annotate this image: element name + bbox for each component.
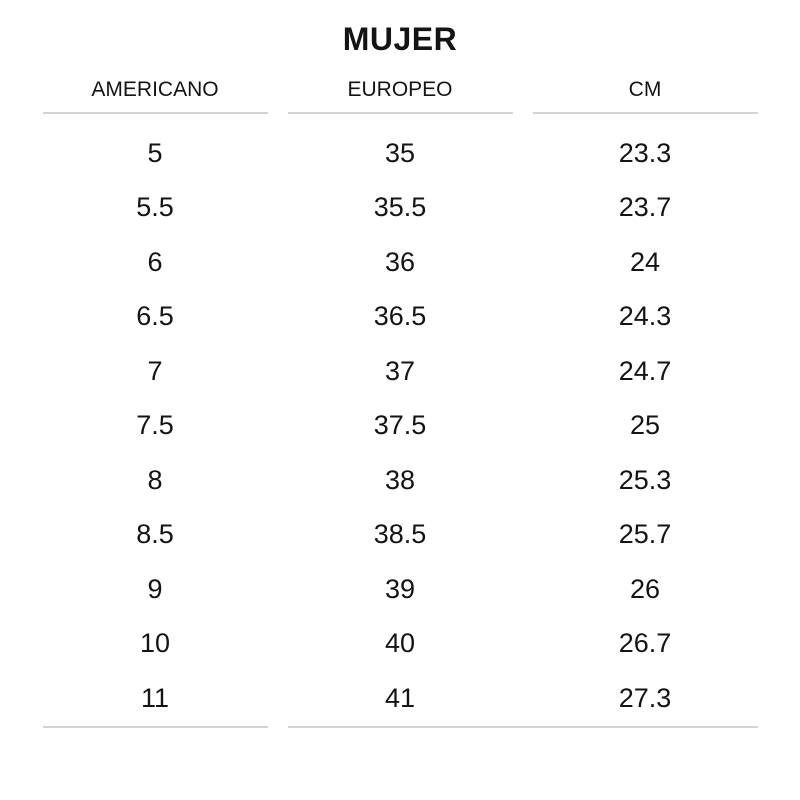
- table-cell: 38.5: [373, 519, 427, 550]
- table-cell: 37: [384, 355, 416, 386]
- size-chart: [43, 0, 758, 728]
- table-cell: 38: [384, 464, 416, 495]
- table-cell: 23.7: [618, 192, 672, 223]
- table-cell: 26.7: [618, 628, 672, 659]
- table-cell: 6: [147, 246, 163, 277]
- table-cell: 6.5: [136, 301, 174, 332]
- table-cell: 40: [384, 628, 416, 659]
- bottom-rule-col2-col3: [288, 726, 758, 728]
- table-cell: 25.3: [618, 464, 672, 495]
- table-bottom-rules: [43, 726, 758, 728]
- table-cell: 8: [147, 464, 163, 495]
- table-cell: 11: [140, 682, 170, 713]
- table-cell: 41: [384, 682, 416, 713]
- column-header-cm: CM: [533, 78, 758, 114]
- table-cell: 24: [629, 246, 661, 277]
- bottom-rule-col1: [43, 726, 268, 728]
- table-cell: 7: [147, 355, 163, 386]
- table-cell: 37.5: [373, 410, 427, 441]
- table-cell: 26: [629, 573, 661, 604]
- page-title: MUJER: [342, 21, 458, 57]
- table-header-row: [43, 78, 758, 114]
- table-cell: 25: [629, 410, 661, 441]
- table-cell: 35.5: [373, 192, 427, 223]
- table-cell: 36.5: [373, 301, 427, 332]
- table-body: [43, 126, 758, 726]
- column-header-europeo: EUROPEO: [288, 78, 513, 114]
- table-cell: 35: [384, 137, 416, 168]
- table-cell: 23.3: [618, 137, 672, 168]
- table-cell: 9: [147, 573, 163, 604]
- table-cell: 36: [384, 246, 416, 277]
- table-cell: 8.5: [136, 519, 174, 550]
- table-cell: 27.3: [618, 682, 672, 713]
- table-cell: 5: [147, 137, 163, 168]
- table-cell: 10: [139, 628, 171, 659]
- table-cell: 24.3: [618, 301, 672, 332]
- table-cell: 24.7: [618, 355, 672, 386]
- table-cell: 7.5: [136, 410, 174, 441]
- table-cell: 5.5: [136, 192, 174, 223]
- column-header-americano: AMERICANO: [43, 78, 268, 114]
- table-cell: 39: [384, 573, 416, 604]
- table-cell: 25.7: [618, 519, 672, 550]
